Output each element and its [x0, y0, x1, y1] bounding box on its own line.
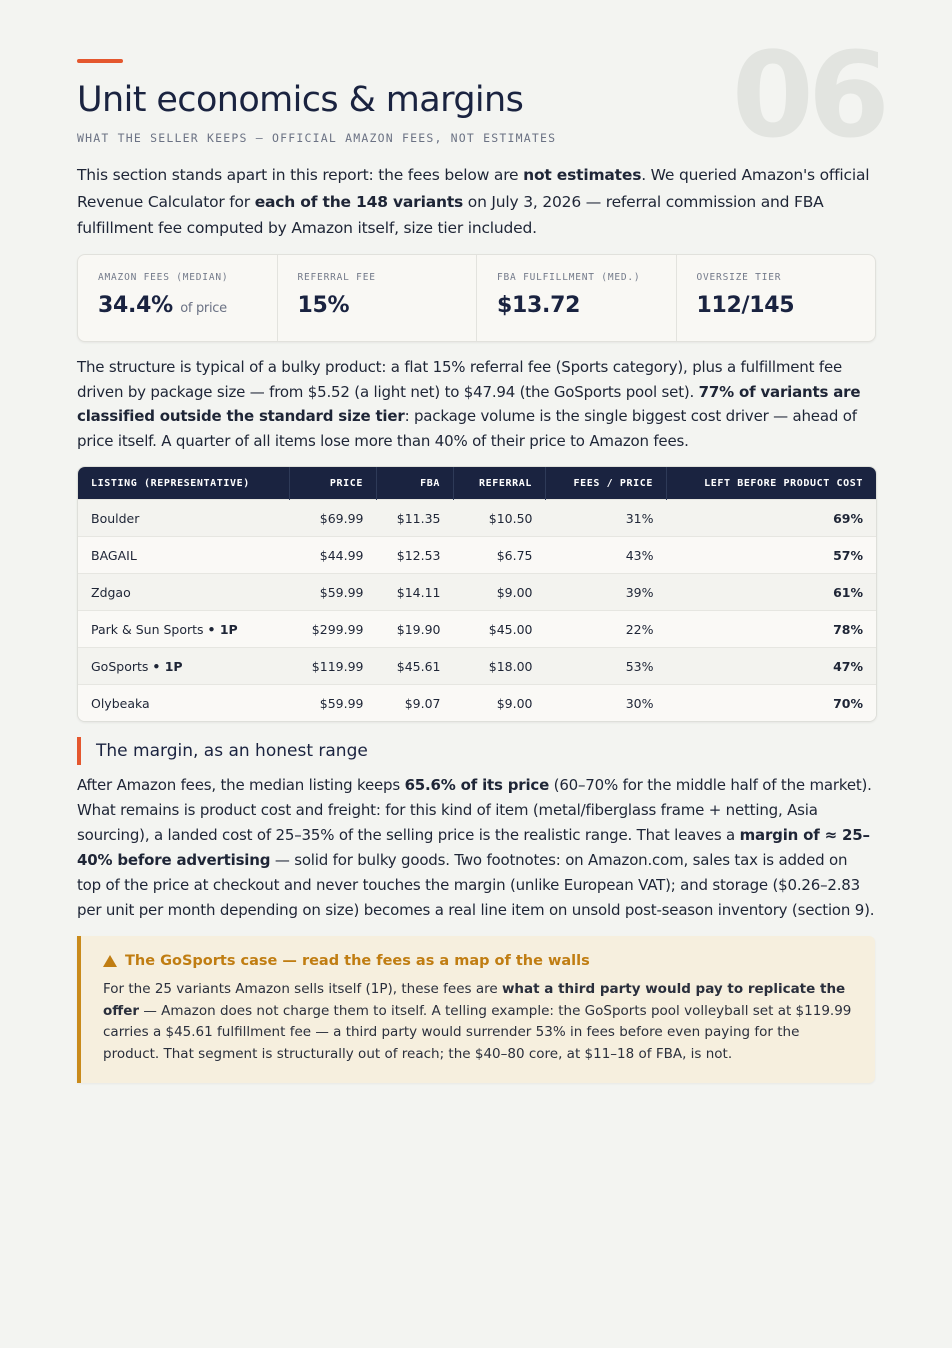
margin-text: (60–70% for the middle half of the market). What remains is product cost and freight: for this kind of item (metal/fiberglass frame + netting, Asia sourcing), a landed cost of 25–35% of the selling price is the realistic range. That leaves a: [77, 776, 872, 844]
cell-fees-price: 22%: [546, 611, 667, 648]
cell-left: 57%: [667, 537, 877, 574]
cell-referral: $10.50: [454, 500, 546, 537]
fee-stats-card: [77, 254, 876, 342]
cell-listing: [78, 574, 290, 611]
col-header-fees-price: FEES / PRICE: [546, 467, 667, 500]
cell-listing: [78, 537, 290, 574]
margin-text: After Amazon fees, the median listing keeps: [77, 776, 405, 794]
intro-emphasis: each of the 148 variants: [254, 192, 464, 211]
cell-price: $299.99: [290, 611, 377, 648]
stat-value-number: $13.72: [497, 293, 581, 318]
intro-text: . We queried Amazon's official Revenue Calculator for: [77, 166, 870, 211]
intro-text: This section stands apart in this report: the fees below are: [77, 166, 524, 184]
section-number: 06: [731, 26, 884, 164]
stat-label: FBA FULFILLMENT (MED.): [497, 272, 641, 283]
cell-fees-price: 43%: [546, 537, 667, 574]
stat-referral-fee: [278, 255, 478, 341]
cell-left: 70%: [667, 685, 877, 722]
stat-suffix: of price: [180, 301, 227, 316]
col-header-price: PRICE: [290, 467, 377, 500]
listing-name: Olybeaka: [91, 695, 150, 711]
cell-left: 47%: [667, 648, 877, 685]
table-row: [78, 574, 876, 611]
structure-text: The structure is typical of a bulky product: a flat 15% referral fee (Sports category), plus a fulfillment fee driven by package size — from $5.52 (a light net) to $47.94 (the GoSports pool set).: [77, 358, 843, 401]
fees-table-card: [77, 466, 877, 722]
cell-referral: $18.00: [454, 648, 546, 685]
cell-left: 78%: [667, 611, 877, 648]
stat-label: REFERRAL FEE: [297, 272, 376, 283]
callout-title: [103, 953, 853, 969]
cell-price: $59.99: [290, 685, 377, 722]
cell-fees-price: 39%: [546, 574, 667, 611]
cell-fba: $12.53: [377, 537, 454, 574]
stat-value: [298, 293, 477, 318]
stat-value-number: 112/145: [696, 293, 795, 318]
col-header-listing: LISTING (REPRESENTATIVE): [78, 467, 290, 500]
margin-paragraph: [77, 773, 875, 923]
cell-fees-price: 53%: [546, 648, 667, 685]
stat-oversize-tier: [677, 255, 876, 341]
stat-value: [98, 293, 277, 318]
table-row: [78, 500, 876, 537]
cell-referral: $9.00: [454, 574, 546, 611]
callout-emphasis: what a third party would pay to replicate the offer: [103, 981, 846, 1019]
cell-fba: $9.07: [377, 685, 454, 722]
cell-price: $59.99: [290, 574, 377, 611]
intro-paragraph: [77, 162, 875, 242]
table-row: [78, 648, 876, 685]
intro-text: on July 3, 2026 — referral commission and FBA fulfillment fee computed by Amazon itself, size tier included.: [77, 192, 824, 237]
margin-text: — solid for bulky goods. Two footnotes: on Amazon.com, sales tax is added on top of the price at checkout and never touches the margin (unlike European VAT); and storage ($0.26–2.83 per unit per month depending on size) becomes a real line item on unsold post-season inventory (section 9).: [77, 851, 875, 919]
listing-name: GoSports: [91, 658, 149, 674]
structure-text: : package volume is the single biggest cost driver — ahead of price itself. A quarter of all items lose more than 40% of their price to Amazon fees.: [77, 407, 857, 450]
listing-name: Boulder: [91, 510, 140, 526]
cell-listing: [78, 500, 290, 537]
structure-paragraph: [77, 355, 875, 453]
callout-title-text: The GoSports case — read the fees as a map of the walls: [125, 953, 590, 969]
col-header-left: LEFT BEFORE PRODUCT COST: [704, 477, 863, 489]
table-header-row: [78, 467, 876, 500]
cell-fba: $14.11: [377, 574, 454, 611]
cell-price: $69.99: [290, 500, 377, 537]
warning-icon: [103, 955, 117, 967]
callout-body: [103, 979, 853, 1065]
cell-fees-price: 30%: [546, 685, 667, 722]
cell-referral: $45.00: [454, 611, 546, 648]
cell-listing: [78, 611, 290, 648]
cell-referral: $6.75: [454, 537, 546, 574]
structure-emphasis: 77% of variants are classified outside the standard size tier: [77, 382, 861, 425]
table-row: [78, 537, 876, 574]
stat-label: AMAZON FEES (MEDIAN): [98, 272, 229, 283]
cell-fees-price: 31%: [546, 500, 667, 537]
listing-name: Zdgao: [91, 584, 131, 600]
stat-value-number: 34.4%: [98, 293, 173, 318]
cell-fba: $19.90: [377, 611, 454, 648]
listing-name: BAGAIL: [91, 547, 137, 563]
first-party-tag: • 1P: [152, 658, 183, 674]
cell-fba: $45.61: [377, 648, 454, 685]
stat-value: [697, 293, 876, 318]
table-row: [78, 685, 876, 722]
cell-left: 61%: [667, 574, 877, 611]
stat-fba-fulfillment: [477, 255, 677, 341]
cell-left: 69%: [667, 500, 877, 537]
stat-value-number: 15%: [297, 293, 350, 318]
col-header-fba: FBA: [377, 467, 454, 500]
cell-referral: $9.00: [454, 685, 546, 722]
first-party-tag: • 1P: [207, 621, 238, 637]
cell-fba: $11.35: [377, 500, 454, 537]
listing-name: Park & Sun Sports: [91, 621, 204, 637]
page-title: Unit economics & margins: [77, 80, 524, 120]
gosports-callout: [77, 936, 875, 1083]
margin-heading: The margin, as an honest range: [77, 737, 368, 765]
cell-price: $44.99: [290, 537, 377, 574]
section-accent-bar: [77, 59, 123, 63]
cell-price: $119.99: [290, 648, 377, 685]
fees-table: [78, 467, 876, 721]
callout-text: For the 25 variants Amazon sells itself (1P), these fees are: [103, 981, 502, 997]
margin-emphasis: 65.6% of its price: [404, 776, 550, 794]
cell-listing: [78, 685, 290, 722]
table-row: [78, 611, 876, 648]
callout-text: — Amazon does not charge them to itself. A telling example: the GoSports pool volleyball set at $119.99 carries a $45.61 fulfillment fee — a third party would surrender 53% in fees before even paying for the product. That segment is structurally out of reach; the $40–80 core, at $11–18 of FBA, is not.: [103, 1002, 852, 1062]
page-subtitle: WHAT THE SELLER KEEPS — OFFICIAL AMAZON FEES, NOT ESTIMATES: [77, 131, 557, 145]
intro-emphasis: not estimates: [523, 166, 642, 184]
margin-emphasis: margin of ≈ 25–40% before advertising: [77, 826, 870, 869]
col-header-referral: REFERRAL: [454, 467, 546, 500]
stat-amazon-fees: [78, 255, 278, 341]
cell-listing: [78, 648, 290, 685]
stat-value: [497, 293, 676, 318]
stat-label: OVERSIZE TIER: [696, 272, 782, 283]
